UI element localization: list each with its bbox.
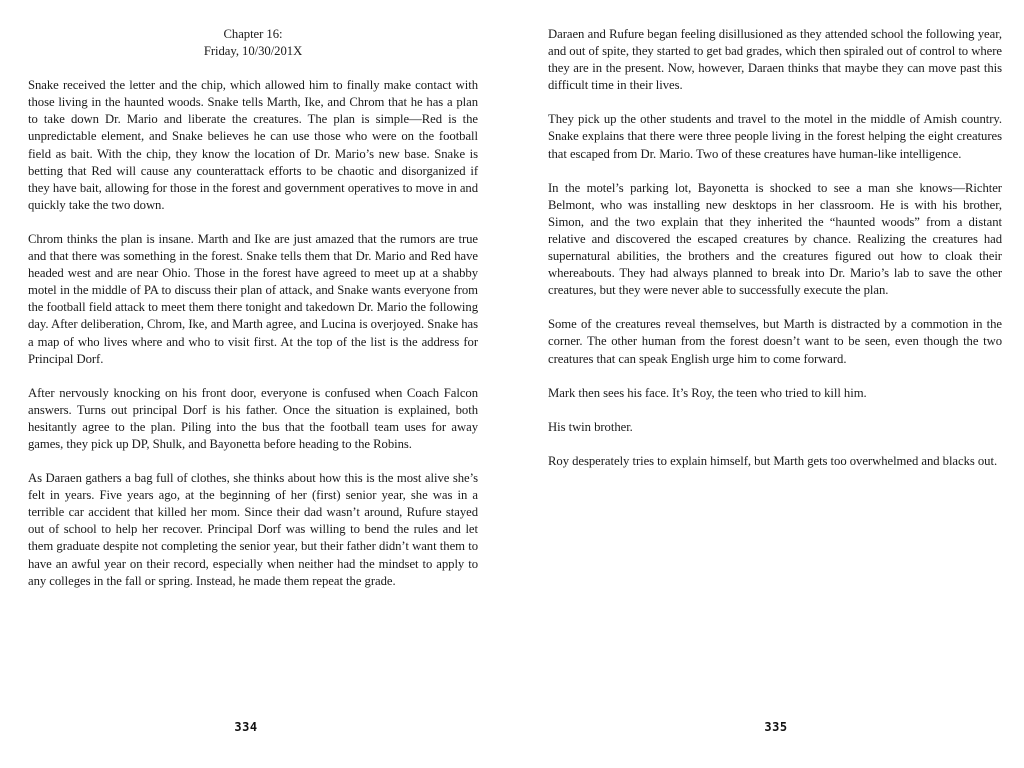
paragraph: Mark then sees his face. It’s Roy, the teen who tried to kill him. <box>548 385 867 400</box>
paragraph: Daraen and Rufure began feeling disillusioned as they attended school the following year, and out of spite, they started to get bad grades, which then spiraled out of control to where they are in the present. Now, however, Daraen thinks that maybe they can move past this difficult time in their lives. <box>548 27 1002 93</box>
paragraph: Some of the creatures reveal themselves, but Marth is distracted by a commotion in the corner. The other human from the forest doesn’t want to be seen, even though the two creatures that can speak English urge him to come forward. <box>548 317 1002 366</box>
right-page-text <box>548 26 1002 487</box>
paragraph: After nervously knocking on his front door, everyone is confused when Coach Falcon answers. Turns out principal Dorf is his father. Once the situation is explained, both hesitantly agree to the plan. Piling into the bus that the football team uses for away games, they pick up DP, Shulk, and Bayonetta before heading to the Robins. <box>28 385 478 451</box>
paragraph: As Daraen gathers a bag full of clothes, she thinks about how this is the most alive she’s felt in years. Five years ago, at the beginning of her (first) senior year, she was in a terrible car accident that killed her mom. Since their dad wasn’t around, Rufure stayed out of school to help her recover. Principal Dorf was willing to bend the rules and let them graduate despite not completing the senior year, but their father didn’t want them to have an awful year on their record, especially when neither had the mindset to apply to any colleges in the fall or spring. Instead, he made them repeat the grade. <box>28 471 478 588</box>
paragraph: They pick up the other students and travel to the motel in the middle of Amish country. Snake explains that there were three people living in the forest helping the eight creatures that escaped from Dr. Mario. Two of these creatures have human-like intelligence. <box>548 112 1002 161</box>
page-number-right: 335 <box>764 720 788 734</box>
paragraph: In the motel’s parking lot, Bayonetta is shocked to see a man she knows—Richter Belmont, who was installing new desktops in her classroom. He is with his brother, Simon, and the two explain that they inherited the “haunted woods” from a distant relative and discovered the escaped creatures by chance. Realizing the creatures had supernatural abilities, the brothers and the creatures figured out how to cloak their whereabouts. They had always planned to break into Dr. Mario’s lab to save the other creatures, but they were never able to successfully execute the plan. <box>548 180 1002 298</box>
chapter-date: Friday, 10/30/201X <box>203 44 303 59</box>
chapter-title: Chapter 16: <box>223 27 283 41</box>
chapter-heading <box>28 26 478 60</box>
right-page <box>512 0 1024 768</box>
paragraph: Roy desperately tries to explain himself, but Marth gets too overwhelmed and blacks out. <box>548 453 998 468</box>
left-page-text <box>28 26 478 607</box>
paragraph: Snake received the letter and the chip, which allowed him to finally make contact with those living in the haunted woods. Snake tells Marth, Ike, and Chrom that he has a plan to take down Dr. Mario and liberate the creatures. The plan is simple—Red is the unpredictable element, and Snake believes he can use those who were on the football field as bait. With the chip, they know the location of Dr. Mario’s new base. Snake is betting that Red will cause any counterattack efforts to be chaotic and disorganized if they have bait, allowing for those in the forest and government operatives to move in and quickly take the two down. <box>28 78 478 212</box>
paragraph: Chrom thinks the plan is insane. Marth and Ike are just amazed that the rumors are true and that there was something in the forest. Snake tells them that Dr. Mario and Red have headed west and are near Ohio. Those in the forest have agreed to meet up at a shabby motel in the middle of PA to discuss their plan of attack, and Snake wants everyone from the football field attack to meet them there tonight and takedown Dr. Mario the following day. After deliberation, Chrom, Ike, and Marth agree, and Lucina is overjoyed. Snake has a map of who lives where and who to visit first. At the top of the list is the address for Principal Dorf. <box>28 231 478 366</box>
paragraph: His twin brother. <box>548 419 633 434</box>
page-number-left: 334 <box>234 720 258 734</box>
